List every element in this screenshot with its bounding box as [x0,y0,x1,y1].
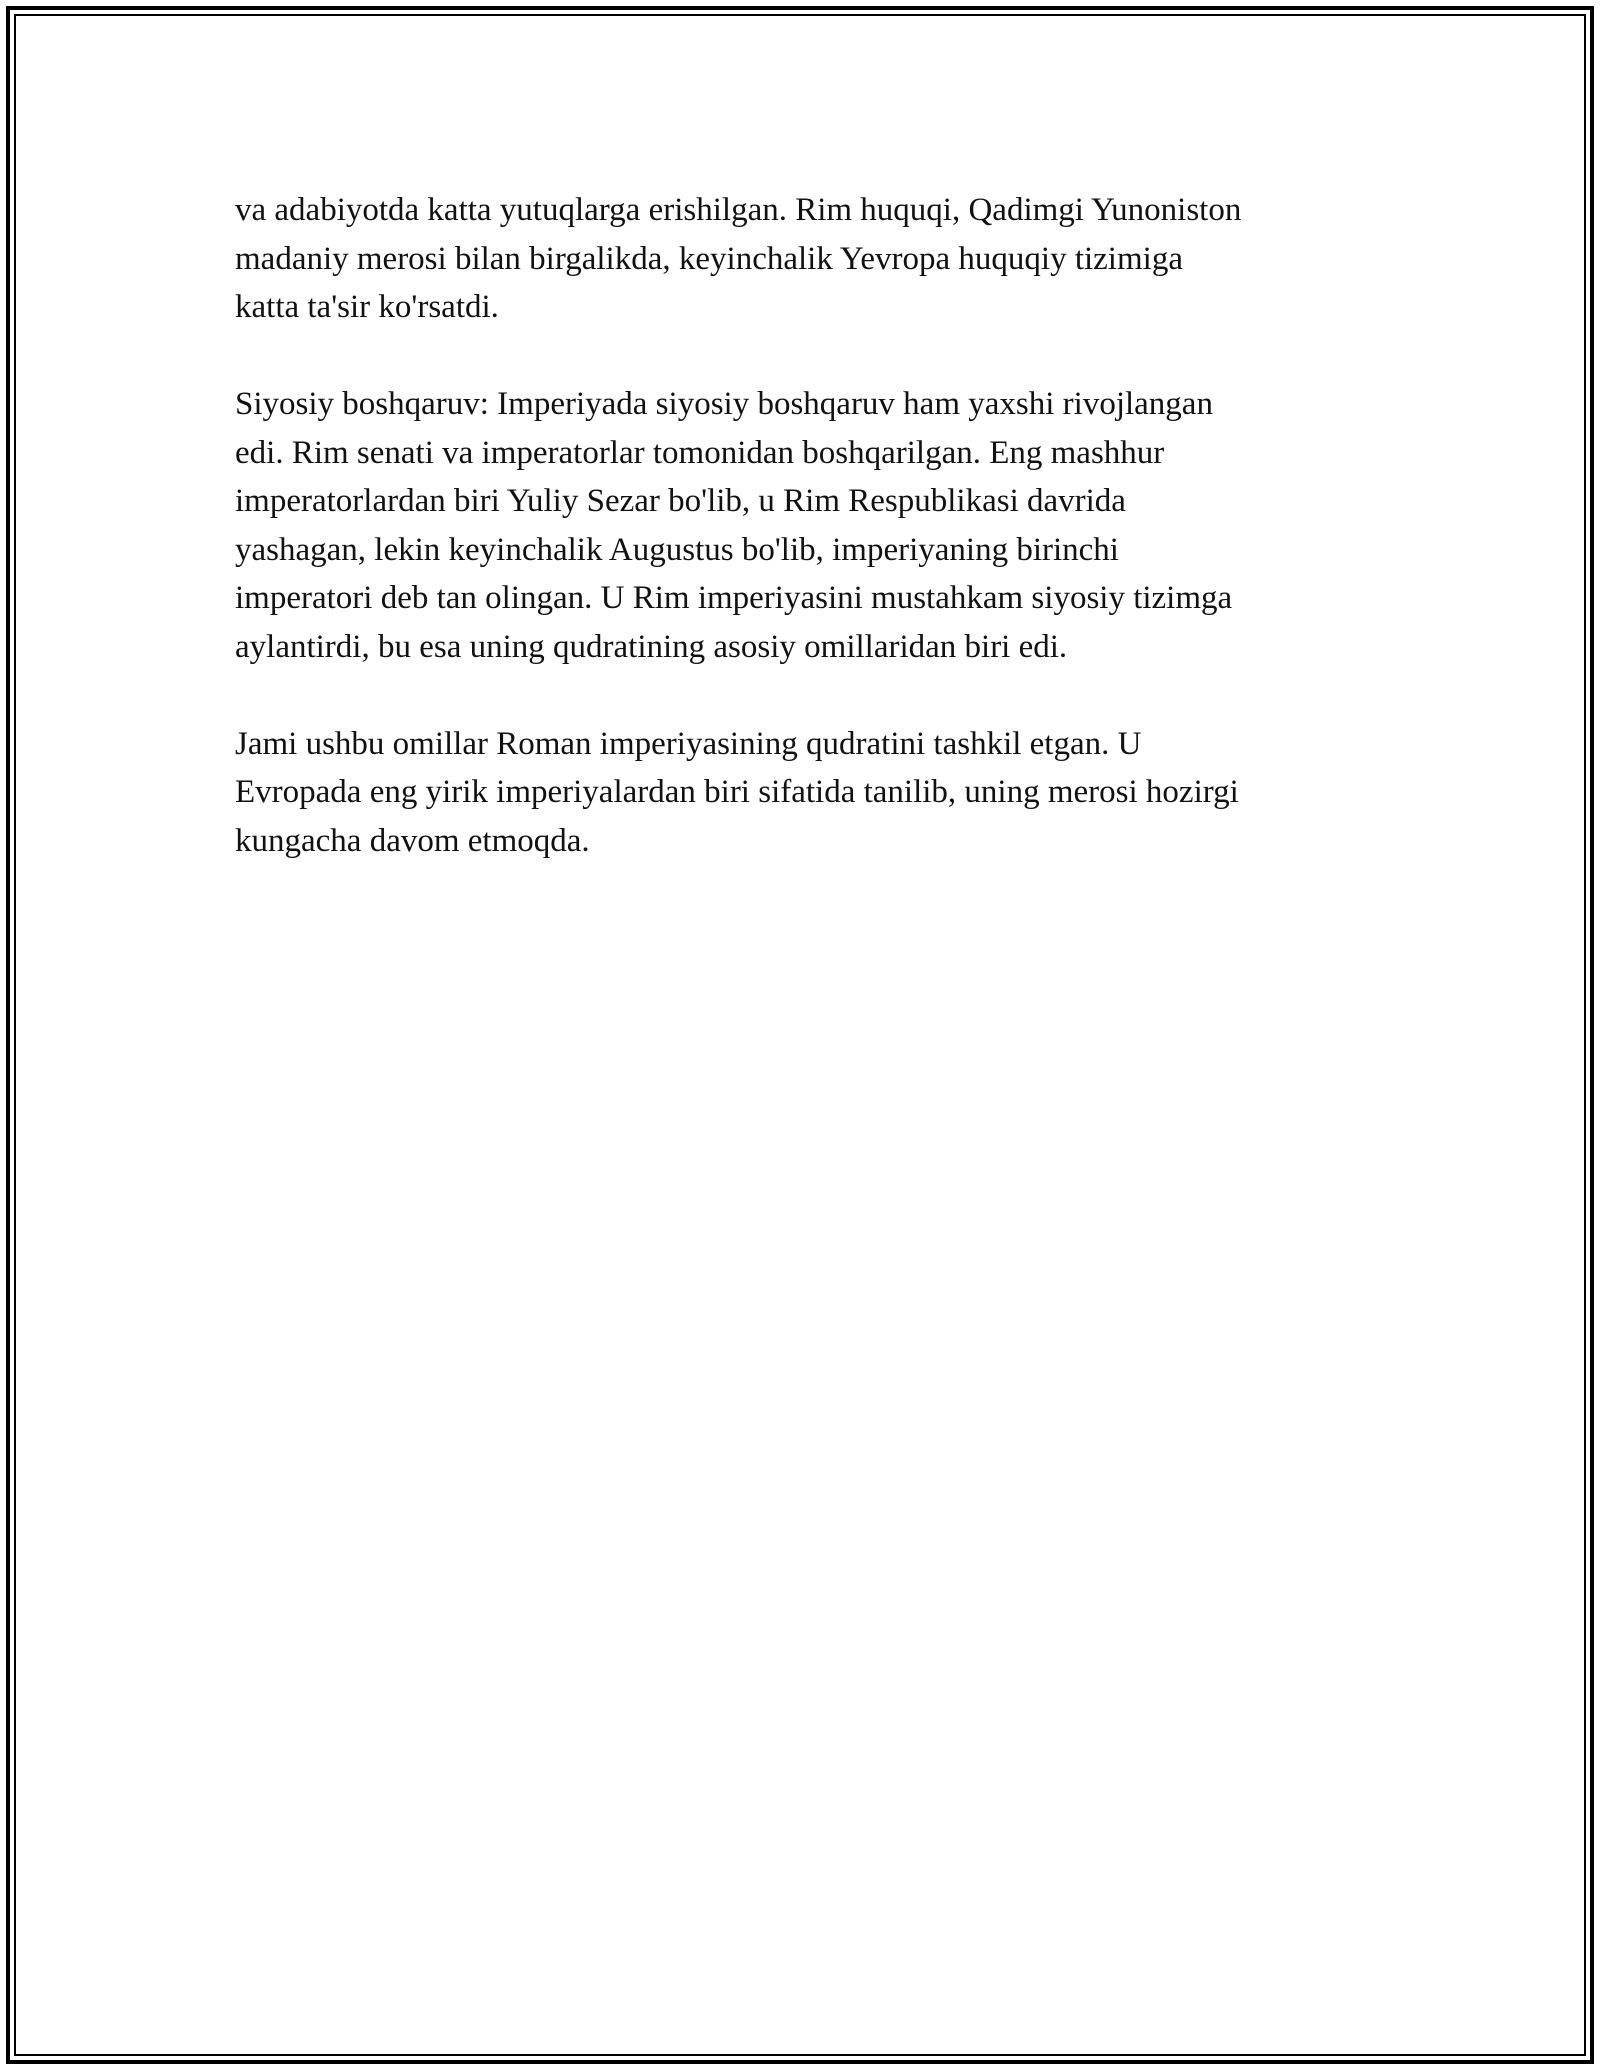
text-line: aylantirdi, bu esa uning qudratining asosiy omillaridan biri edi. [235,628,1068,665]
text-line: Siyosiy boshqaruv: Imperiyada siyosiy boshqaruv ham yaxshi rivojlangan [235,386,1213,422]
text-line: imperatori deb tan olingan. U Rim imperiyasini mustahkam siyosiy tizimga [235,580,1233,616]
text-line: imperatorlardan biri Yuliy Sezar bo'lib, u Rim Respublikasi davrida [235,483,1126,519]
text-line: yashagan, lekin keyinchalik Augustus bo'lib, imperiyaning birinchi [235,531,1119,568]
text-line: edi. Rim senati va imperatorlar tomonidan boshqarilgan. Eng mashhur [235,434,1165,471]
paragraph-political-governance [235,380,1395,671]
text-line: va adabiyotda katta yutuqlarga erishilgan. Rim huquqi, Qadimgi Yunoniston [235,192,1242,228]
text-line: Evropada eng yirik imperiyalardan biri sifatida tanilib, uning merosi hozirgi [235,774,1239,810]
text-line: madaniy merosi bilan birgalikda, keyinchalik Yevropa huquqiy tizimiga [235,240,1183,277]
text-line: katta ta'sir ko'rsatdi. [235,289,499,325]
text-line: Jami ushbu omillar Roman imperiyasining qudratini tashkil etgan. U [235,725,1142,762]
text-line: kungacha davom etmoqda. [235,822,590,859]
paragraph-conclusion [235,720,1395,866]
paragraph-roman-law [235,186,1395,332]
document-body [235,186,1395,914]
